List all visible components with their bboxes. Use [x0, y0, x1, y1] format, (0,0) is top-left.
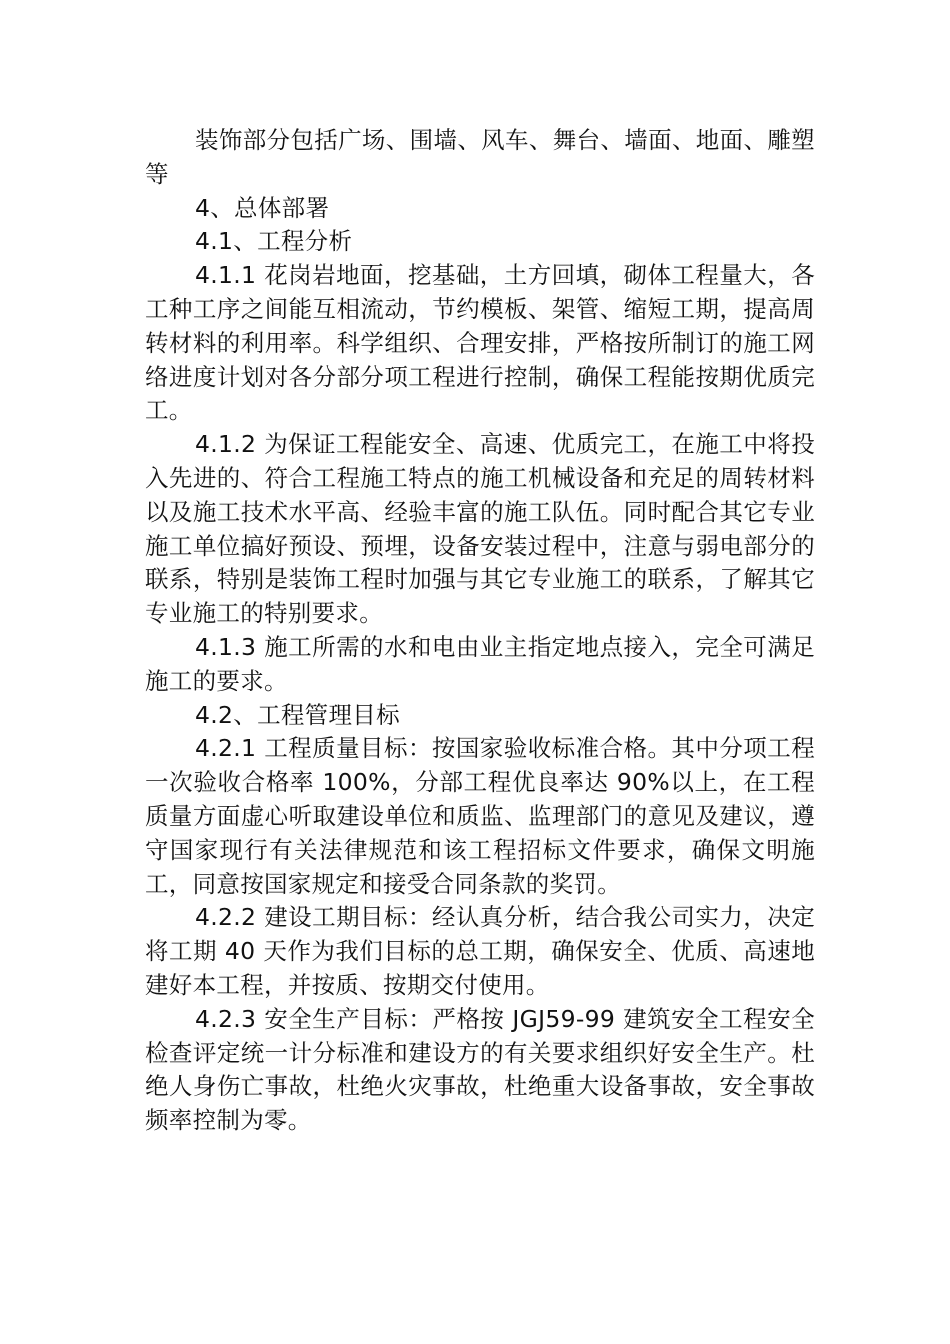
section-heading-4-2: 4.2、工程管理目标 [195, 700, 400, 729]
paragraph-intro: 装饰部分包括广场、围墙、风车、舞台、墙面、地面、雕塑等 [145, 126, 815, 188]
paragraph-4-1-3: 4.1.3 施工所需的水和电由业主指定地点接入，完全可满足施工的要求。 [145, 632, 815, 695]
section-heading-4-1: 4.1、工程分析 [195, 227, 353, 256]
paragraph-4-2-1: 4.2.1 工程质量目标：按国家验收标准合格。其中分项工程一次验收合格率 100%，分部工程优良率达 90%以上，在工程质量方面虚心听取建设单位和质监、监理部门的意见及建议，遵守国家现行有关法律规范和该工程招标文件要求，确保文明施工，同意按国家规定和接受合同条款的奖罚。 [145, 734, 815, 898]
paragraph-4-1-1: 4.1.1 花岗岩地面，挖基础，土方回填，砌体工程量大，各工种工序之间能互相流动，节约模板、架管、缩短工期，提高周转材料的利用率。科学组织、合理安排，严格按所制订的施工网络进度计划对各分部分项工程进行控制，确保工程能按期优质完工。 [145, 261, 815, 425]
paragraph-4-2-3: 4.2.3 安全生产目标：严格按 JGJ59-99 建筑安全工程安全检查评定统一计分标准和建设方的有关要求组织好安全生产。杜绝人身伤亡事故，杜绝火灾事故，杜绝重大设备事故，安全事故频率控制为零。 [145, 1004, 815, 1135]
paragraph-4-2-2: 4.2.2 建设工期目标：经认真分析，结合我公司实力，决定将工期 40 天作为我们目标的总工期，确保安全、优质、高速地建好本工程，并按质、按期交付使用。 [145, 903, 815, 999]
document-page [145, 124, 815, 1138]
paragraph-4-1-2: 4.1.2 为保证工程能安全、高速、优质完工，在施工中将投入先进的、符合工程施工特点的施工机械设备和充足的周转材料以及施工技术水平高、经验丰富的施工队伍。同时配合其它专业施工单位搞好预设、预埋，设备安装过程中，注意与弱电部分的联系，特别是装饰工程时加强与其它专业施工的联系，了解其它专业施工的特别要求。 [145, 430, 815, 628]
section-heading-4: 4、总体部署 [195, 193, 330, 222]
